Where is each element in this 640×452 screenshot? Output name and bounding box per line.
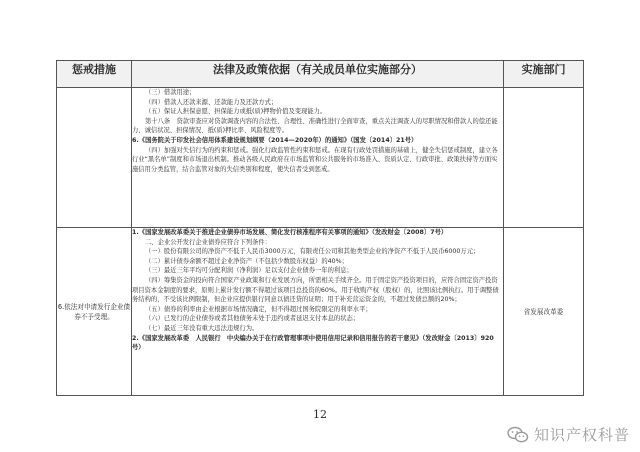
text-line: 二、企业公开发行企业债券应符合下列条件： [145, 238, 271, 246]
penalty-measure-cell [57, 88, 132, 228]
text-line: （七）最近三年没有重大违法违规行为。 [145, 324, 259, 332]
text-line: 1.《国家发展改革委关于推进企业债券市场发展、简化发行核准程序有关事项的通知》（发改财金〔2008〕7号） [132, 229, 448, 236]
text-line: （四）筹集资金的投向符合国家产业政策和行业发展方向，所需相关手续齐全。用于固定资产投资项目的，应符合固定资产投资项目资本金制度的要求，原则上累计发行额不得超过该项目总投资的60%。用于收购产权（股权）的，比照该比例执行。用于调整债务结构的，不受该比例限制，但企业应提供银行同意以债还贷的证明；用于补充营运资金的，不超过发债总额的20%； [132, 276, 499, 304]
watermark-text: 知识产权科普 [533, 426, 630, 444]
text-line: 6.《国务院关于印发社会信用体系建设规划纲要（2014—2020年）的通知》（国发〔2014〕21号） [132, 136, 418, 144]
text-line: 第十八条 贷款审查应对贷款调查内容的合法性、合理性、准确性进行全面审查，重点关注调查人的尽职情况和借款人的偿还能力、诚信状况、担保情况、抵(质)押比率、风险程度等。 [132, 117, 498, 135]
header-legal-basis: 法律及政策依据（有关成员单位实施部分） [132, 61, 504, 88]
header-penalty-measures: 惩戒措施 [57, 61, 132, 88]
table-row [57, 88, 584, 228]
penalty-measure-cell: 6.依法对申请发行企业债券不予受理。 [57, 228, 132, 396]
watermark [507, 424, 630, 445]
text-line: （一）股份有限公司的净资产不低于人民币3000万元，有限责任公司和其他类型企业的净资产不低于人民币6000万元； [145, 248, 480, 256]
text-line: （五）保证人担保意愿、担保能力或抵(质)押物价值及变现能力。 [145, 108, 327, 116]
header-implementing-dept: 实施部门 [504, 61, 584, 88]
table-header-row [57, 61, 584, 88]
text-line: （五）债券的利率由企业根据市场情况确定，但不得超过国务院限定的利率水平； [145, 305, 372, 313]
text-line: （三）最近三年平均可分配利润（净利润）足以支付企业债券一年的利息； [145, 267, 353, 275]
implementing-dept-cell [504, 88, 584, 228]
table-row [57, 228, 584, 396]
text-line: （三）借款用途； [145, 89, 196, 96]
legal-basis-cell [132, 88, 504, 228]
wechat-icon [507, 426, 529, 444]
text-line: （六）已发行的企业债券或者其他债务未处于违约或者延迟支付本息的状态； [145, 315, 360, 323]
policy-table [56, 60, 584, 396]
text-line: （四）借款人还款来源、还款能力及还款方式； [145, 98, 278, 106]
legal-basis-cell [132, 228, 504, 396]
page-number: 12 [313, 408, 327, 421]
text-line: （四）加强对失信行为的约束和惩戒。强化行政监管性约束和惩戒。在现有行政处罚措施的基础上，健全失信惩戒制度，建立各行业“黑名单”制度和市场退出机制。推动各级人民政府在市场监管和公共服务的市场准入、资质认定、行政审批、政策扶持等方面实施信用分类监管，结合监管对象的失信类别和程度，使失信者受到惩戒。 [132, 146, 498, 173]
implementing-dept-cell: 省发展改革委 [504, 228, 584, 396]
text-line: 2.《国家发展改革委 人民银行 中央编办关于在行政管理事项中使用信用记录和信用报告的若干意见》（发改财金〔2013〕920号） [132, 334, 494, 352]
text-line: （二）累计债券余额不超过企业净资产（不包括少数股东权益）的40%； [145, 257, 348, 265]
